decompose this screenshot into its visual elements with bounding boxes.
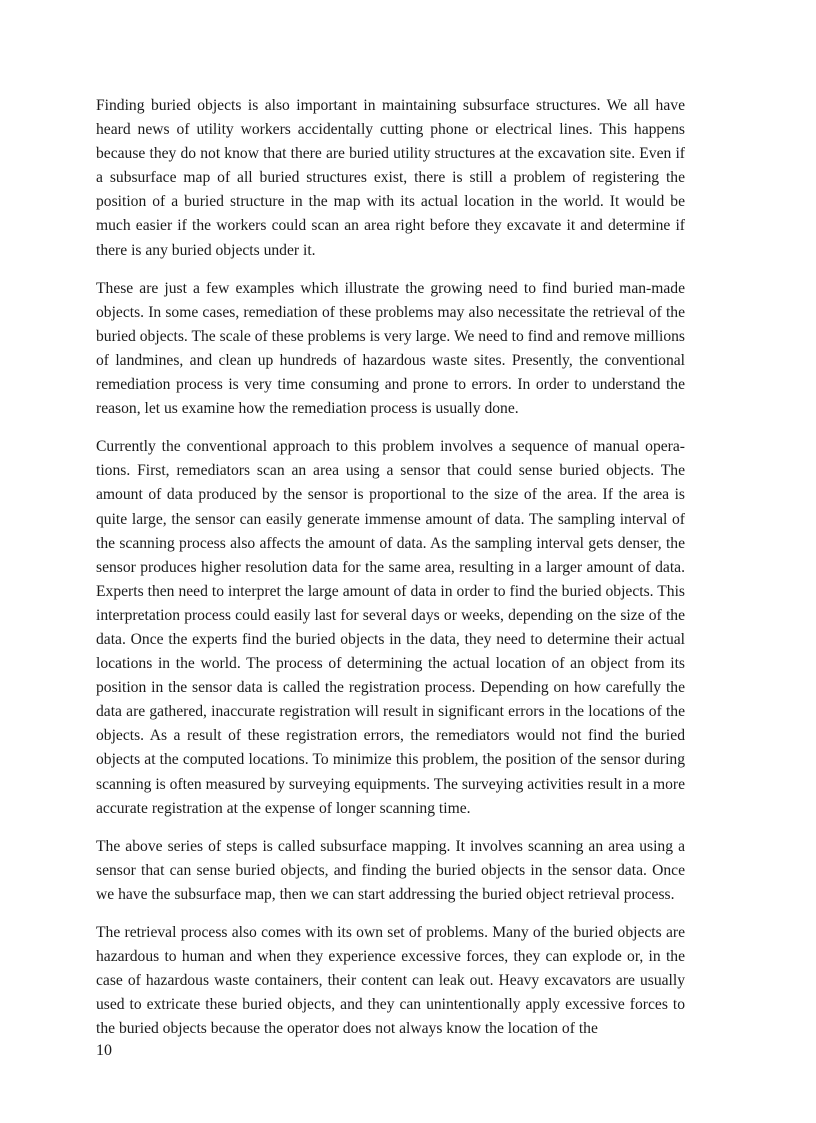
paragraph-utility-structures: Finding buried objects is also important in maintaining subsurface structures. We all have heard news of utility workers accidentally cutting phone or electrical lines. This happens because they do not know that there are buried utility structures at the excavation site. Even if a subsurface map of all buried structures exist, there is still a problem of registering the position of a buried structure in the map with its actual location in the world. It would be much easier if the workers could scan an area right before they excavate it and determine if there is any buried objects under it.: [96, 97, 685, 259]
page-body: [96, 94, 685, 1055]
paragraph-subsurface-mapping: The above series of steps is called subsurface mapping. It involves scanning an area using a sensor that can sense buried objects, and finding the buried objects in the sensor data. Once we have the subsurface map, then we can start addressing the buried object retrieval process.: [96, 837, 685, 903]
page-number: 10: [96, 1042, 112, 1059]
paragraph-conventional-approach: Currently the conventional approach to this problem involves a sequence of manual operations. First, remediators scan an area using a sensor that could sense buried objects. The amount of data produced by the sensor is proportional to the size of the area. If the area is quite large, the sensor can easily generate immense amount of data. The sampling interval of the scanning process also affects the amount of data. As the sampling interval gets denser, the sensor produces higher resolution data for the same area, resulting in a larger amount of data. Experts then need to interpret the large amount of data in order to find the buried objects. This interpretation process could easily last for several days or weeks, depending on the size of the data. Once the experts find the buried objects in the data, they need to determine their actual locations in the world. The process of determining the actual location of an object from its position in the sensor data is called the registration process. Depending on how carefully the data are gathered, inaccurate registration will result in significant errors in the locations of the objects. As a result of these registration errors, the remediators would not find the buried objects at the computed locations. To minimize this problem, the position of the sensor during scanning is often measured by surveying equipments. The surveying activities result in a more accurate registration at the expense of longer scanning time.: [96, 438, 685, 817]
paragraph-growing-need: These are just a few examples which illustrate the growing need to find buried man-made objects. In some cases, remediation of these problems may also necessitate the retrieval of the buried objects. The scale of these problems is very large. We need to find and remove millions of landmines, and clean up hundreds of hazardous waste sites. Presently, the conventional remediation process is very time consuming and prone to errors. In order to understand the reason, let us examine how the remediation process is usually done.: [96, 279, 685, 418]
paragraph-retrieval-process: The retrieval process also comes with its own set of problems. Many of the buried objects are hazardous to human and when they experience excessive forces, they can explode or, in the case of hazardous waste containers, their content can leak out. Heavy excavators are usually used to extricate these buried objects, and they can unintentionally apply excessive forces to the buried objects because the operator does not always know the location of the: [96, 924, 685, 1038]
